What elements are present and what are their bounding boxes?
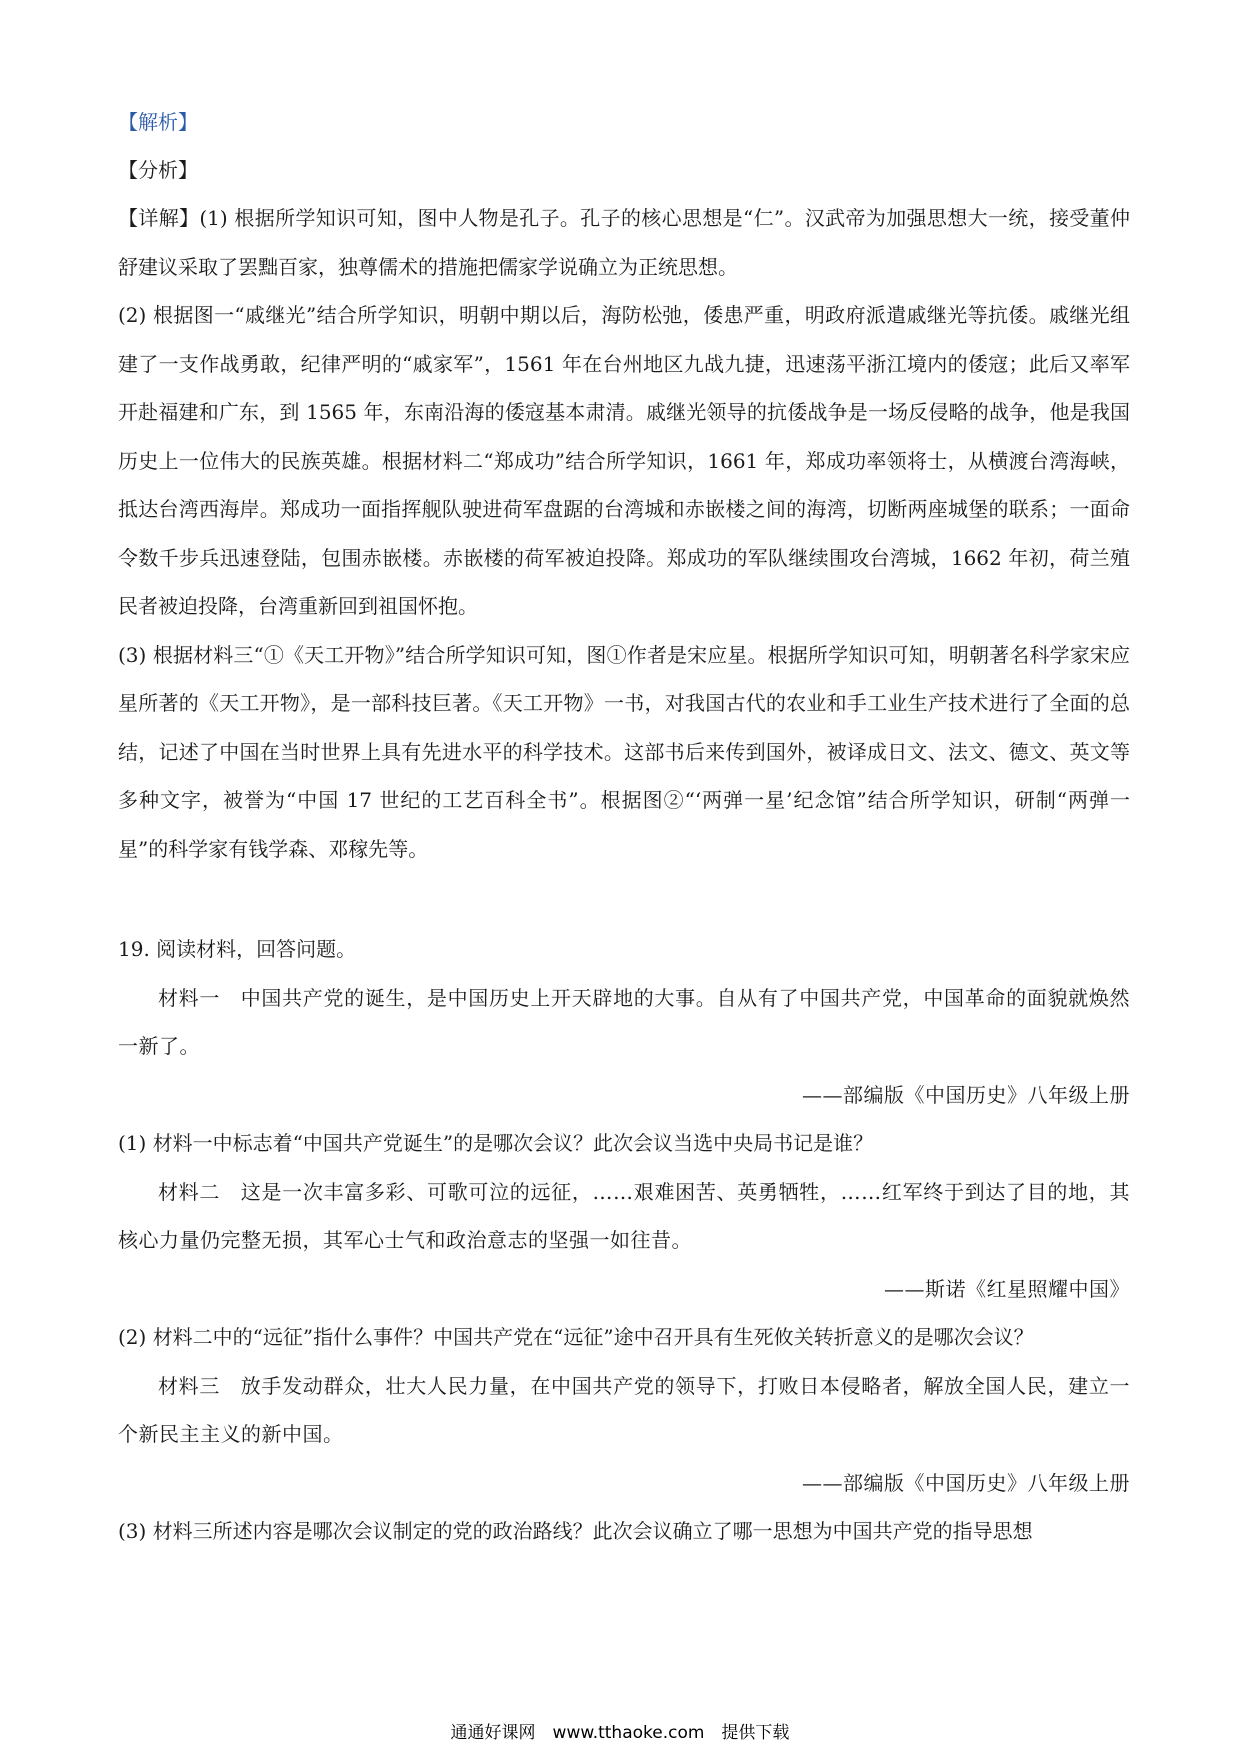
material-1-source: ——部编版《中国历史》八年级上册 [802,1082,1130,1107]
question-19-1: (1) 材料一中标志着“中国共产党诞生”的是哪次会议？此次会议当选中央局书记是谁？ [118,1131,874,1155]
page-footer: 通通好课网 www.tthaoke.com 提供下载 [450,1723,790,1743]
material-2: 材料二 这是一次丰富多彩、可歌可泣的远征，……艰难困苦、英勇牺牲，……红军终于到达了目的地，其核心力量仍完整无损，其军心士气和政治意志的坚强一如往昔。 [118,1179,1130,1252]
fenxi-heading: 【分析】 [118,158,198,182]
material-3: 材料三 放手发动群众，壮大人民力量，在中国共产党的领导下，打败日本侵略者，解放全国人民，建立一个新民主主义的新中国。 [118,1373,1130,1446]
detail-paragraph-2: (2) 根据图一“戚继光”结合所学知识，明朝中期以后，海防松弛，倭患严重，明政府派遣戚继光等抗倭。戚继光组建了一支作战勇敢，纪律严明的“戚家军”，1561 年在台州地区九战九捷，迅速荡平浙江境内的倭寇；此后又率军开赴福建和广东，到 1565 年，东南沿海的倭寇基本肃清。戚继光领导的抗倭战争是一场反侵略的战争，他是我国历史上一位伟大的民族英雄。根据材料二“郑成功”结合所学知识，1661 年，郑成功率领将士，从横渡台湾海峡，抵达台湾西海岸。郑成功一面指挥舰队驶进荷军盘踞的台湾城和赤嵌楼之间的海湾，切断两座城堡的联系；一面命令数千步兵迅速登陆，包围赤嵌楼。赤嵌楼的荷军被迫投降。郑成功的军队继续围攻台湾城，1662 年初，荷兰殖民者被迫投降，台湾重新回到祖国怀抱。 [118,303,1130,618]
material-3-source: ——部编版《中国历史》八年级上册 [802,1470,1130,1495]
question-19-2: (2) 材料二中的“远征”指什么事件？中国共产党在“远征”途中召开具有生死攸关转折意义的是哪次会议？ [118,1325,1034,1349]
detail-paragraph-3: (3) 根据材料三“①《天工开物》”结合所学知识可知，图①作者是宋应星。根据所学知识可知，明朝著名科学家宋应星所著的《天工开物》，是一部科技巨著。《天工开物》一书，对我国古代的农业和手工业生产技术进行了全面的总结，记述了中国在当时世界上具有先进水平的科学技术。这部书后来传到国外，被译成日文、法文、德文、英文等多种文字，被誉为“中国 17 世纪的工艺百科全书”。根据图②“‘两弹一星’纪念馆”结合所学知识，研制“两弹一星”的科学家有钱学森、邓稼先等。 [118,642,1130,861]
question-19-title: 19. 阅读材料，回答问题。 [118,937,357,961]
question-19-3: (3) 材料三所述内容是哪次会议制定的党的政治路线？此次会议确立了哪一思想为中国共产党的指导思想 [118,1519,1033,1543]
material-2-source: ——斯诺《红星照耀中国》 [884,1276,1130,1301]
detail-paragraph-1: 【详解】(1) 根据所学知识可知，图中人物是孔子。孔子的核心思想是“仁”。汉武帝为加强思想大一统，接受董仲舒建议采取了罢黜百家，独尊儒术的措施把儒家学说确立为正统思想。 [118,206,1130,279]
section-spacer [118,873,1130,925]
jiexi-heading: 【解析】 [118,110,198,134]
content-area [118,98,1130,1556]
material-1: 材料一 中国共产党的诞生，是中国历史上开天辟地的大事。自从有了中国共产党，中国革命的面貌就焕然一新了。 [118,985,1130,1058]
